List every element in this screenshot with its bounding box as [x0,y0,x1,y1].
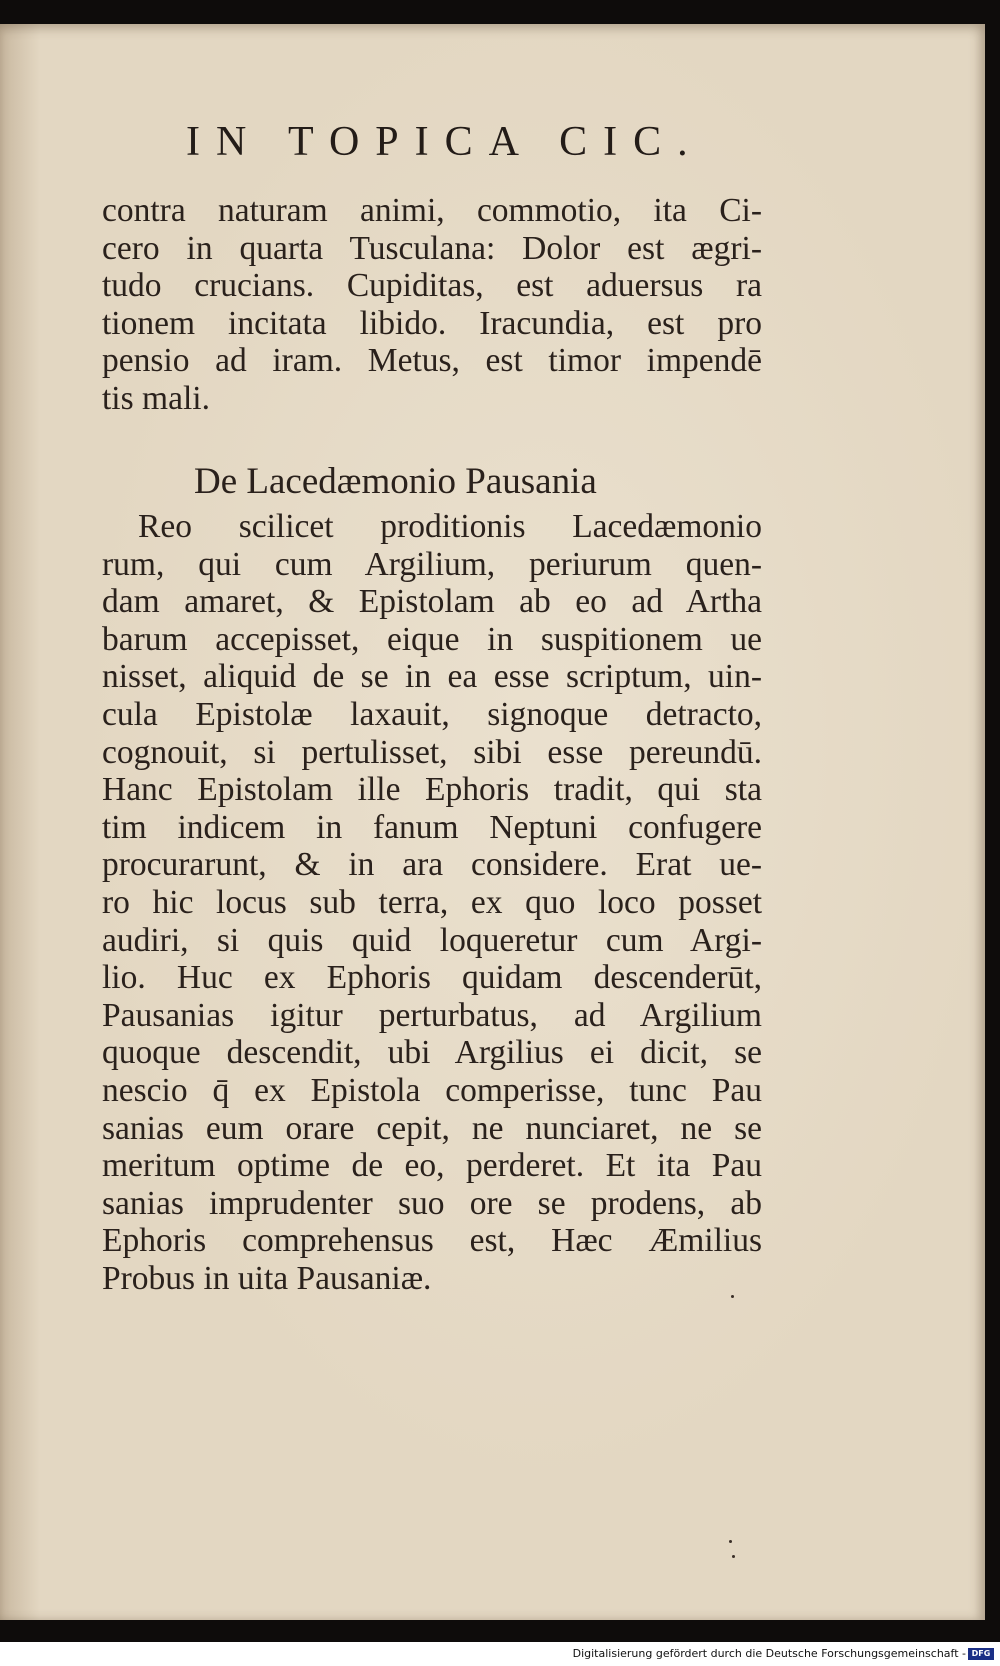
text-line: lio. Huc ex Ephoris quidam descenderūt, [102,959,762,997]
text-line: contra naturam animi, commotio, ita Ci- [102,192,762,229]
section-heading: De Lacedæmonio Pausania [194,461,597,502]
text-line: audiri, si quis quid loqueretur cum Argi- [102,921,762,959]
text-line: cognouit, si pertulisset, sibi esse pereundū. [102,733,762,771]
ink-speck [731,1295,734,1298]
text-line: dam amaret, & Epistolam ab eo ad Artha [102,583,762,621]
digitization-footer [0,1642,1000,1666]
text-line: sanias imprudenter suo ore se prodens, ab [102,1184,762,1222]
running-head: IN TOPICA CIC. [186,119,704,165]
text-line: Probus in uita Pausaniæ. [102,1259,432,1297]
text-line: nescio q̄ ex Epistola comperisse, tunc Pau [102,1071,762,1109]
text-line: Hanc Epistolam ille Ephoris tradit, qui sta [102,771,762,809]
text-line: ro hic locus sub terra, ex quo loco posset [102,883,762,921]
text-line: meritum optime de eo, perderet. Et ita Pau [102,1147,762,1185]
text-line: sanias eum orare cepit, ne nunciaret, ne se [102,1109,762,1147]
text-line: rum, qui cum Argilium, periurum quen- [102,545,762,583]
paragraph-2 [102,508,762,1297]
text-line: barum accepisset, eique in suspitionem ue [102,620,762,658]
text-line: Pausanias igitur perturbatus, ad Argilium [102,996,762,1034]
text-line: tim indicem in fanum Neptuni confugere [102,808,762,846]
text-line: Reo scilicet proditionis Lacedæmonio [138,508,762,545]
paragraph-1 [102,192,762,418]
text-line: nisset, aliquid de se in ea esse scriptum, uin- [102,658,762,696]
footer-credit: Digitalisierung gefördert durch die Deutsche Forschungsgemeinschaft - [572,1647,966,1660]
ink-speck [729,1540,732,1543]
text-line: cero in quarta Tusculana: Dolor est ægri- [102,229,762,267]
book-page [0,24,985,1620]
text-line: procurarunt, & in ara considere. Erat ue- [102,846,762,884]
text-line: tis mali. [102,379,210,417]
text-line: cula Epistolæ laxauit, signoque detracto, [102,695,762,733]
ink-speck [732,1555,735,1558]
text-line: tudo crucians. Cupiditas, est aduersus ra [102,267,762,305]
text-line: pensio ad iram. Metus, est timor impendē [102,342,762,380]
text-line: quoque descendit, ubi Argilius ei dicit, se [102,1034,762,1072]
text-line: tionem incitata libido. Iracundia, est pro [102,304,762,342]
text-line: Ephoris comprehensus est, Hæc Æmilius [102,1222,762,1260]
dfg-logo: DFG [968,1648,994,1660]
